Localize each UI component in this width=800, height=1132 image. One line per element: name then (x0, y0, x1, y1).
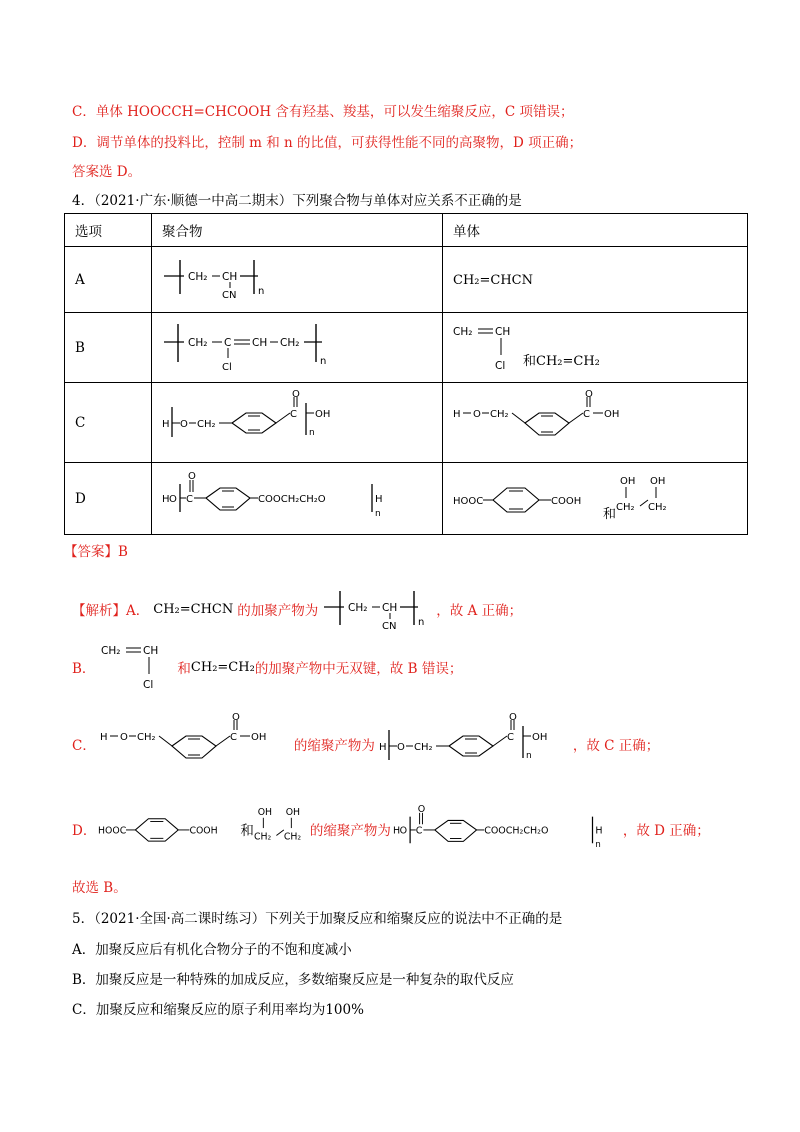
terephthalic-acid-analysis (98, 800, 238, 858)
svg-text:O: O (231, 712, 240, 723)
svg-text:O: O (180, 418, 188, 430)
svg-text:COOCH₂CH₂O: COOCH₂CH₂O (484, 825, 549, 837)
question-4-table (64, 213, 748, 535)
analysis-c: C． H O CH₂ C O OH 的缩聚产物为 H O CH₂ C O n OH ，故 C 正确； (72, 712, 659, 776)
svg-text:CH₂: CH₂ (280, 336, 300, 349)
row-c-polymer (152, 383, 443, 463)
answer-label: 【答案】B (64, 544, 128, 560)
row-d-option: D (65, 463, 152, 535)
svg-text:n: n (525, 751, 532, 761)
vinyl-chloride-structure-analysis (101, 640, 171, 694)
svg-text:CN: CN (222, 289, 237, 301)
monomer-c-structure (453, 389, 643, 453)
row-a-polymer (152, 247, 443, 313)
svg-text:OH: OH (257, 807, 272, 818)
svg-text:OH: OH (620, 475, 636, 487)
svg-text:CH₂: CH₂ (253, 831, 272, 843)
svg-text:OH: OH (531, 732, 548, 743)
option-c-explanation: C．单体 HOOCCH=CHCOOH 含有羟基、羧基，可以发生缩聚反应，C 项错误； (72, 104, 574, 120)
polyester-c-structure (162, 389, 352, 453)
svg-text:COOCH₂CH₂O: COOCH₂CH₂O (258, 493, 326, 505)
svg-text:O: O (473, 408, 481, 420)
svg-text:H: H (375, 493, 383, 505)
svg-text:CH₂: CH₂ (197, 418, 216, 430)
svg-text:CH₂: CH₂ (413, 742, 433, 753)
svg-text:C: C (583, 408, 590, 420)
svg-text:CH: CH (222, 270, 238, 283)
svg-text:C: C (415, 825, 423, 837)
svg-text:CH₂: CH₂ (348, 602, 368, 614)
svg-text:n: n (320, 355, 327, 367)
row-c-monomer (443, 383, 748, 463)
svg-text:CH: CH (252, 336, 268, 349)
svg-text:OH: OH (250, 732, 267, 743)
polymer-b-structure (162, 318, 342, 374)
svg-text:H: H (392, 825, 400, 837)
svg-text:H: H (162, 493, 170, 505)
row-b-option: B (65, 313, 152, 383)
question-4-stem: 4．（2021·广东·顺德一中高二期末）下列聚合物与单体对应关系不正确的是 (72, 193, 522, 209)
svg-text:H: H (595, 825, 603, 837)
row-b-polymer (152, 313, 443, 383)
svg-text:O: O (188, 470, 196, 482)
svg-text:HOOC: HOOC (453, 495, 484, 507)
row-c-option: C (65, 383, 152, 463)
svg-text:C: C (506, 732, 514, 743)
svg-text:O: O (585, 388, 593, 400)
question-5-stem: 5．（2021·全国·高二课时练习）下列关于加聚反应和缩聚反应的说法中不正确的是 (72, 911, 563, 927)
question-5-option-b: B．加聚反应是一种特殊的加成反应，多数缩聚反应是一种复杂的取代反应 (72, 972, 514, 988)
polyacrylonitrile-structure (162, 252, 272, 304)
svg-text:OH: OH (604, 408, 620, 420)
svg-text:n: n (595, 840, 601, 851)
terephthalic-acid-structure (453, 470, 603, 528)
analysis-b: B． CH₂ CH Cl 和 CH₂=CH₂ 的加聚产物中无双键，故 B 错误； (72, 640, 462, 694)
svg-text:O: O (508, 712, 517, 723)
svg-text:Cl: Cl (495, 359, 506, 372)
svg-text:H: H (453, 408, 461, 420)
svg-text:CH₂: CH₂ (101, 645, 121, 657)
ethylene-text: 和CH₂=CH₂ (523, 353, 600, 369)
svg-text:CH: CH (143, 645, 159, 657)
vinyl-chloride-structure (453, 321, 523, 375)
svg-text:OH: OH (315, 408, 331, 420)
svg-text:CH₂: CH₂ (648, 501, 667, 513)
question-5-option-c: C．加聚反应和缩聚反应的原子利用率均为100% (72, 1002, 364, 1018)
row-d-polymer (152, 463, 443, 535)
polyester-d-analysis (393, 800, 621, 858)
svg-text:n: n (309, 427, 315, 438)
svg-text:O: O (417, 803, 426, 815)
svg-text:O: O (119, 732, 128, 743)
previous-answer: 答案选 D。 (72, 164, 142, 180)
svg-text:C: C (224, 336, 232, 349)
svg-text:H: H (162, 418, 170, 430)
header-monomer: 单体 (443, 214, 748, 247)
final-answer: 故选 B。 (72, 880, 127, 896)
row-b-monomer (443, 313, 748, 383)
header-option: 选项 (65, 214, 152, 247)
svg-text:C: C (290, 408, 297, 420)
svg-text:Cl: Cl (143, 679, 154, 691)
svg-text:CH₂: CH₂ (616, 501, 635, 513)
svg-text:CH₂: CH₂ (188, 270, 208, 283)
svg-text:n: n (258, 285, 265, 297)
header-polymer: 聚合物 (152, 214, 443, 247)
svg-text:CH₂: CH₂ (490, 408, 509, 420)
svg-text:n: n (375, 508, 381, 519)
ethylene-glycol-analysis (254, 800, 310, 858)
svg-text:O: O (396, 742, 405, 753)
svg-text:O: O (169, 493, 177, 505)
question-5-option-a: A．加聚反应后有机化合物分子的不饱和度减小 (72, 942, 352, 958)
svg-text:H: H (99, 732, 108, 743)
ethylene-glycol-structure (616, 470, 676, 528)
polyester-c-analysis (379, 712, 569, 776)
monomer-c-analysis (100, 712, 290, 776)
row-d-monomer (443, 463, 748, 535)
svg-text:CH: CH (382, 602, 398, 614)
option-d-explanation: D．调节单体的投料比，控制 m 和 n 的比值，可获得性能不同的高聚物，D 项正确； (72, 135, 583, 151)
row-a-monomer: CH₂=CHCN (443, 247, 748, 313)
polyacrylonitrile-product (322, 583, 432, 635)
svg-text:H: H (378, 742, 387, 753)
svg-text:n: n (418, 617, 425, 628)
svg-text:CH₂: CH₂ (136, 732, 156, 743)
polyester-d-structure (162, 468, 402, 526)
svg-text:CH₂: CH₂ (283, 831, 301, 843)
svg-text:C: C (229, 732, 237, 743)
svg-text:C: C (186, 493, 193, 505)
svg-text:OH: OH (285, 807, 300, 818)
svg-text:COOH: COOH (189, 825, 219, 837)
svg-text:COOH: COOH (551, 495, 582, 507)
svg-text:O: O (292, 388, 300, 400)
svg-text:O: O (399, 825, 407, 837)
svg-text:CH: CH (495, 325, 511, 338)
svg-text:OH: OH (650, 475, 666, 487)
analysis-a: 【解析】A． CH₂=CHCN 的加聚产物为 CH₂ CH CN n ，故 A 正确； (72, 583, 522, 635)
svg-text:Cl: Cl (222, 361, 232, 373)
svg-text:CN: CN (382, 621, 397, 632)
svg-text:HOOC: HOOC (98, 825, 127, 837)
and-text: 和 (603, 506, 617, 522)
row-a-option: A (65, 247, 152, 313)
analysis-d: D． HOOC COOH 和 OH CH₂ OH CH₂ 的缩聚产物为 H O C O COOCH₂CH₂O H n ，故 D 正确； (72, 800, 710, 858)
svg-text:CH₂: CH₂ (453, 325, 473, 338)
svg-text:CH₂: CH₂ (188, 336, 208, 349)
